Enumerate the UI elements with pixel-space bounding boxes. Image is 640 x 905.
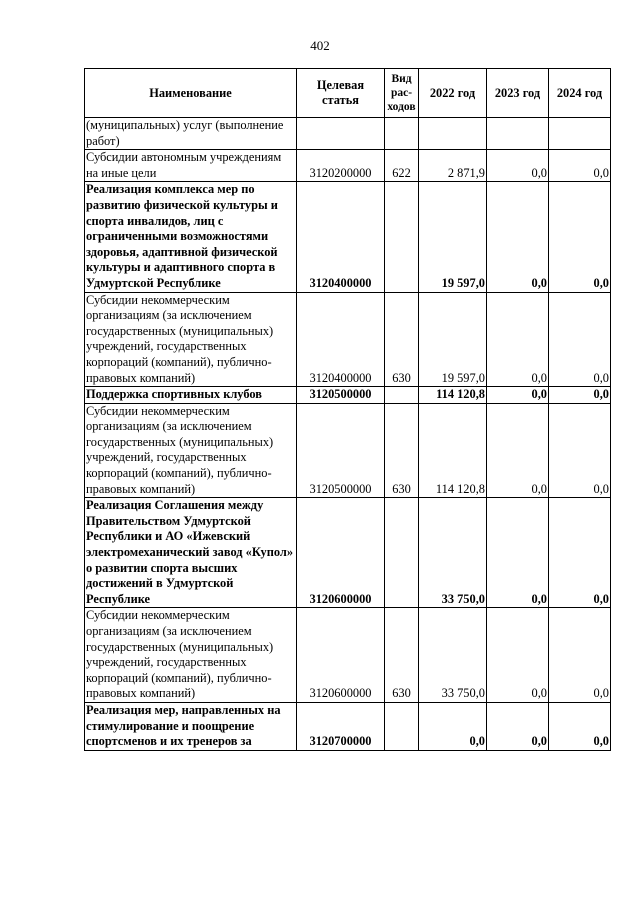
cell-expense-kind bbox=[385, 387, 419, 404]
header-2023: 2023 год bbox=[487, 69, 549, 118]
cell-2022: 19 597,0 bbox=[419, 292, 487, 387]
budget-table bbox=[84, 68, 611, 751]
table-row bbox=[85, 292, 611, 387]
cell-2022: 2 871,9 bbox=[419, 150, 487, 182]
cell-expense-kind: 630 bbox=[385, 292, 419, 387]
cell-name: (муниципальных) услуг (выполнение работ) bbox=[85, 118, 297, 150]
table-row bbox=[85, 498, 611, 608]
cell-2022 bbox=[419, 118, 487, 150]
cell-2023: 0,0 bbox=[487, 498, 549, 608]
cell-2024: 0,0 bbox=[549, 608, 611, 703]
cell-2022: 114 120,8 bbox=[419, 387, 487, 404]
cell-target-article bbox=[297, 118, 385, 150]
cell-name: Поддержка спортивных клубов bbox=[85, 387, 297, 404]
table-row bbox=[85, 403, 611, 498]
cell-2024: 0,0 bbox=[549, 702, 611, 750]
cell-2023: 0,0 bbox=[487, 182, 549, 292]
cell-2023: 0,0 bbox=[487, 403, 549, 498]
header-2022: 2022 год bbox=[419, 69, 487, 118]
cell-name: Субсидии некоммерческим организациям (за исключением государственных (муниципальных) учреждений, государственных корпораций (компаний), публично-правовых компаний) bbox=[85, 292, 297, 387]
table-row bbox=[85, 702, 611, 750]
cell-name: Субсидии некоммерческим организациям (за исключением государственных (муниципальных) учреждений, государственных корпораций (компаний), публично-правовых компаний) bbox=[85, 608, 297, 703]
cell-name: Реализация Соглашения между Правительством Удмуртской Республики и АО «Ижевский электромеханический завод «Купол» о развитии спорта высших достижений в Удмуртской Республике bbox=[85, 498, 297, 608]
cell-target-article: 3120200000 bbox=[297, 150, 385, 182]
table-row bbox=[85, 182, 611, 292]
header-name: Наименование bbox=[85, 69, 297, 118]
cell-2024 bbox=[549, 118, 611, 150]
cell-2023: 0,0 bbox=[487, 150, 549, 182]
cell-target-article: 3120500000 bbox=[297, 387, 385, 404]
cell-expense-kind bbox=[385, 702, 419, 750]
cell-2022: 114 120,8 bbox=[419, 403, 487, 498]
cell-expense-kind bbox=[385, 118, 419, 150]
cell-name: Субсидии автономным учреждениям на иные цели bbox=[85, 150, 297, 182]
header-2024: 2024 год bbox=[549, 69, 611, 118]
cell-2024: 0,0 bbox=[549, 387, 611, 404]
cell-expense-kind bbox=[385, 182, 419, 292]
cell-2024: 0,0 bbox=[549, 403, 611, 498]
cell-2022: 0,0 bbox=[419, 702, 487, 750]
cell-2023: 0,0 bbox=[487, 292, 549, 387]
cell-target-article: 3120500000 bbox=[297, 403, 385, 498]
cell-2024: 0,0 bbox=[549, 498, 611, 608]
header-target-article: Целевая статья bbox=[297, 69, 385, 118]
cell-expense-kind: 630 bbox=[385, 403, 419, 498]
table-row bbox=[85, 387, 611, 404]
cell-2024: 0,0 bbox=[549, 182, 611, 292]
cell-target-article: 3120600000 bbox=[297, 608, 385, 703]
cell-target-article: 3120700000 bbox=[297, 702, 385, 750]
cell-2023 bbox=[487, 118, 549, 150]
cell-name: Реализация комплекса мер по развитию физической культуры и спорта инвалидов, лиц с ограниченными возможностями здоровья, адаптивной физической культуры и адаптивного спорта в Удмуртской Республике bbox=[85, 182, 297, 292]
cell-expense-kind: 630 bbox=[385, 608, 419, 703]
cell-2022: 19 597,0 bbox=[419, 182, 487, 292]
cell-2023: 0,0 bbox=[487, 387, 549, 404]
cell-name: Реализация мер, направленных на стимулирование и поощрение спортсменов и их тренеров за bbox=[85, 702, 297, 750]
cell-expense-kind bbox=[385, 498, 419, 608]
header-expense-kind: Вид рас-ходов bbox=[385, 69, 419, 118]
table-row bbox=[85, 118, 611, 150]
cell-2022: 33 750,0 bbox=[419, 608, 487, 703]
cell-2023: 0,0 bbox=[487, 608, 549, 703]
page-number: 402 bbox=[310, 38, 330, 53]
cell-target-article: 3120400000 bbox=[297, 182, 385, 292]
table-row bbox=[85, 150, 611, 182]
cell-target-article: 3120400000 bbox=[297, 292, 385, 387]
cell-2022: 33 750,0 bbox=[419, 498, 487, 608]
cell-2024: 0,0 bbox=[549, 292, 611, 387]
cell-name: Субсидии некоммерческим организациям (за исключением государственных (муниципальных) учреждений, государственных корпораций (компаний), публично-правовых компаний) bbox=[85, 403, 297, 498]
cell-2023: 0,0 bbox=[487, 702, 549, 750]
cell-expense-kind: 622 bbox=[385, 150, 419, 182]
table-row bbox=[85, 608, 611, 703]
cell-target-article: 3120600000 bbox=[297, 498, 385, 608]
cell-2024: 0,0 bbox=[549, 150, 611, 182]
table-header-row bbox=[85, 69, 611, 118]
